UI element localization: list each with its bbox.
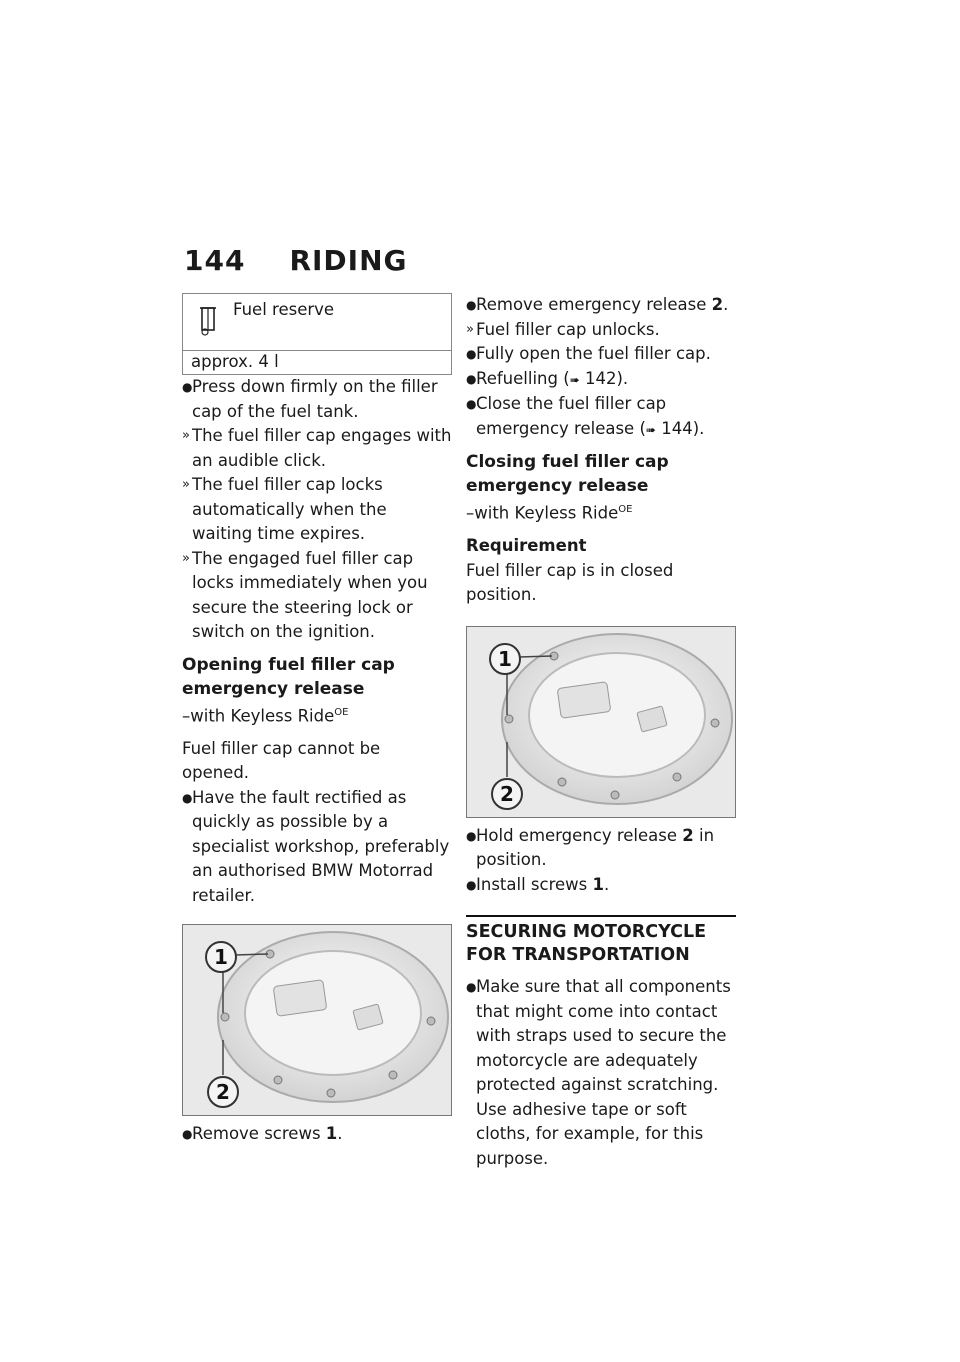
callout-2: 2: [216, 1080, 230, 1104]
section-divider: [466, 915, 736, 917]
arrow-reference-icon: ➠: [645, 422, 656, 437]
result-arrow-icon: »: [182, 550, 190, 566]
page-number: 144: [184, 244, 246, 277]
step-text-suffix: .: [603, 874, 610, 894]
bullet-icon: ●: [466, 298, 477, 312]
requirement-text: Fuel filler cap is in closed position.: [466, 560, 674, 604]
option-superscript: OE: [334, 706, 349, 718]
fuel-pump-icon: [197, 302, 221, 346]
instruction-step: [182, 375, 452, 424]
instruction-step: [466, 342, 741, 367]
bullet-icon: ●: [466, 397, 477, 411]
instruction-step: [182, 1122, 452, 1147]
spec-header: [183, 294, 451, 351]
step-text: Have the fault rectified as quickly as possible by a specialist workshop, preferably an authorised BMW Motorrad retailer.: [192, 787, 450, 905]
page-reference-link[interactable]: 144: [661, 418, 693, 438]
result-arrow-icon: »: [182, 477, 190, 492]
bullet-icon: ●: [182, 1127, 193, 1141]
step-text-suffix: ).: [692, 418, 705, 438]
instruction-step: [466, 975, 741, 1171]
section-heading: Closing fuel filler cap emergency release: [466, 452, 669, 496]
chapter-title: RIDING: [289, 244, 408, 277]
bullet-icon: ●: [466, 980, 477, 994]
step-bold-ref: 2: [682, 825, 694, 845]
step-text: Make sure that all components that might come into contact with straps used to secure the motorcycle are adequately protected against scratching. Use adhesive tape or soft cloths, for example, for this purpose.: [476, 977, 731, 1168]
instruction-step: [466, 367, 741, 393]
bullet-icon: ●: [182, 380, 193, 394]
option-superscript: OE: [618, 504, 633, 515]
step-text: The engaged fuel filler cap locks immediately when you secure the steering lock or switch on the ignition.: [192, 548, 428, 641]
instruction-step: [182, 786, 452, 909]
step-text: Install screws: [476, 874, 593, 894]
bullet-icon: ●: [466, 828, 477, 843]
spec-value: approx. 4 l: [191, 352, 279, 371]
bullet-icon: ●: [466, 371, 477, 386]
step-text: Fully open the fuel filler cap.: [476, 344, 711, 363]
section-heading: Opening fuel filler cap emergency release: [182, 654, 395, 699]
callout-2: 2: [500, 781, 514, 806]
instruction-step: [466, 392, 741, 442]
step-text: Close the fuel filler cap emergency release (: [476, 394, 667, 438]
step-bold-ref: 2: [711, 295, 724, 314]
result-step: [182, 547, 452, 645]
bullet-icon: ●: [182, 790, 193, 805]
step-text: The fuel filler cap locks automatically when the waiting time expires.: [192, 475, 387, 543]
step-bold-ref: 1: [592, 874, 604, 894]
result-arrow-icon: »: [182, 428, 190, 443]
fuel-reserve-spec-table: [182, 293, 452, 375]
paragraph: Fuel filler cap cannot be opened.: [182, 738, 381, 782]
right-column: [466, 293, 741, 1171]
section-title: SECURING MOTORCYCLE FOR TRANSPORTATION: [466, 922, 707, 965]
step-text: The fuel filler cap engages with an audible click.: [192, 426, 452, 470]
step-bold-ref: 1: [325, 1124, 338, 1143]
requirement-label: Requirement: [466, 536, 587, 555]
step-text-suffix: .: [337, 1124, 343, 1143]
arrow-reference-icon: ➠: [569, 372, 580, 387]
left-column: [182, 293, 452, 1147]
callout-1: 1: [498, 646, 512, 671]
step-text: Press down firmly on the filler cap of the fuel tank.: [192, 377, 438, 421]
result-step: [466, 318, 741, 343]
step-text: Remove emergency release: [476, 295, 712, 314]
result-step: [182, 424, 452, 473]
page-reference-link[interactable]: 142: [584, 368, 617, 388]
step-text: Fuel filler cap unlocks.: [476, 319, 660, 339]
step-text: Refuelling (: [476, 368, 570, 388]
fuel-cap-illustration: [466, 626, 736, 818]
step-text: Hold emergency release: [476, 825, 683, 845]
bullet-icon: ●: [466, 877, 477, 892]
instruction-step: [466, 873, 741, 898]
option-text: –with Keyless Ride: [182, 706, 335, 725]
bullet-icon: ●: [466, 347, 477, 361]
callout-1: 1: [214, 945, 228, 969]
step-text-suffix: ).: [616, 368, 629, 388]
step-text-suffix: in position.: [476, 825, 715, 869]
option-note: [466, 498, 741, 526]
result-arrow-icon: »: [466, 321, 474, 337]
fuel-cap-illustration: [182, 924, 452, 1116]
option-text: –with Keyless Ride: [466, 503, 619, 523]
page-header: [184, 244, 408, 277]
step-text: Remove screws: [192, 1124, 326, 1143]
result-step: [182, 473, 452, 547]
spec-label: Fuel reserve: [233, 300, 335, 319]
instruction-step: [466, 824, 741, 873]
step-text-suffix: .: [723, 295, 729, 314]
option-note: [182, 701, 452, 729]
instruction-step: [466, 293, 741, 318]
